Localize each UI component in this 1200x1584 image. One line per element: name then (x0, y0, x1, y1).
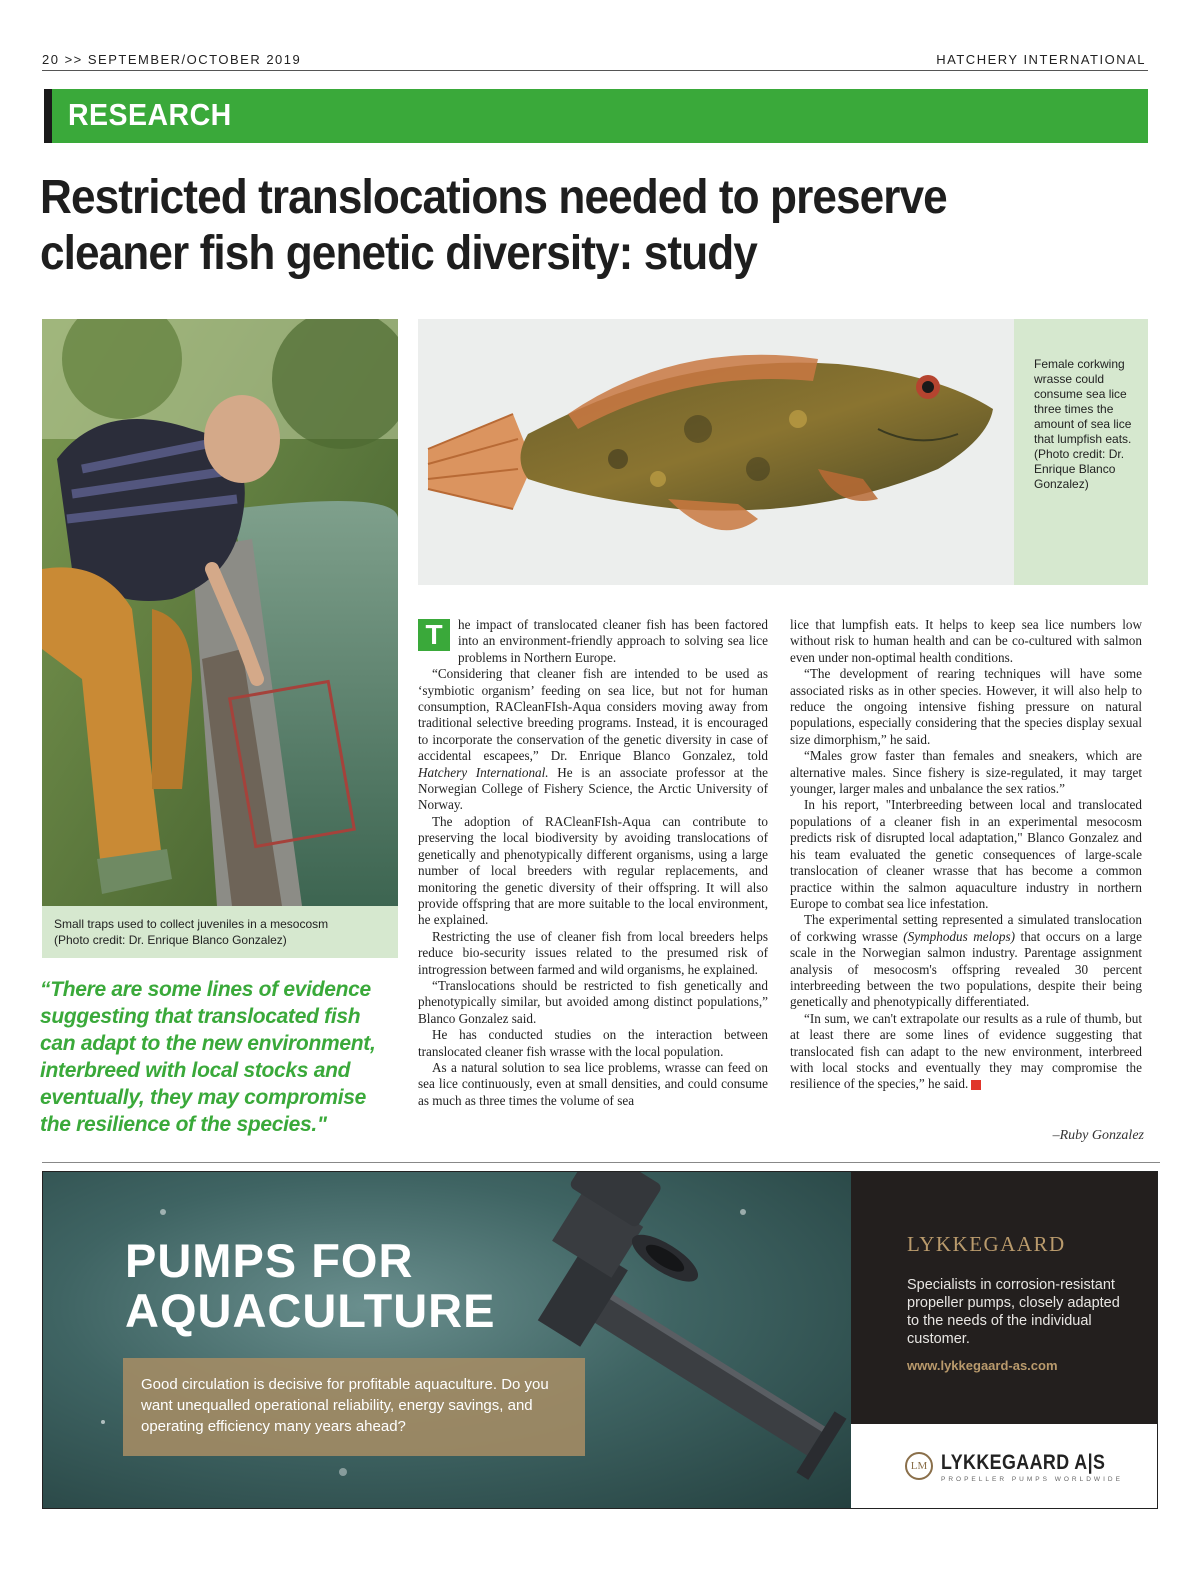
paragraph-text: he impact of translocated cleaner fish has been factored into an environment-friendly approach to solving sea lice problems in Northern Europe. (458, 617, 768, 665)
paragraph: As a natural solution to sea lice problems, wrasse can feed on sea lice continuously, even at small densities, and could consume as much as three times the volume of sea (418, 1059, 768, 1108)
pump-illustration (43, 1172, 851, 1508)
headline-line-2: cleaner fish genetic diversity: study (40, 227, 757, 280)
caption-line-2: (Photo credit: Dr. Enrique Blanco Gonzalez) (54, 933, 287, 947)
ad-url-link[interactable]: www.lykkegaard-as.com (907, 1358, 1058, 1373)
headline-line-1: Restricted translocations needed to preserve (40, 171, 947, 224)
article-column-1 (418, 617, 768, 1109)
paragraph-text: The experimental setting represented a simulated translocation of corkwing wrasse (790, 912, 1142, 944)
paragraph: “Males grow faster than females and sneakers, which are alternative males. Since fishery is size-regulated, it may target younger, larger males and unbalance the sex ratios.” (790, 748, 1142, 797)
advertisement[interactable] (42, 1171, 1158, 1509)
headline (40, 170, 960, 282)
caption-line-1: Small traps used to collect juveniles in a mesocosm (54, 917, 329, 931)
byline: –Ruby Gonzalez (1052, 1128, 1144, 1143)
paragraph-text: He is an associate professor at the Norwegian College of Fishery Science, the Arctic University of Norway. (418, 764, 769, 813)
fish-caption: Female corkwing wrasse could consume sea lice three times the amount of sea lice that lumpfish eats. (Photo credit: Dr. Enrique Blanco Gonzalez) (1014, 319, 1148, 585)
species-name: (Symphodus melops) (903, 928, 1016, 944)
paragraph: lice that lumpfish eats. It helps to keep sea lice numbers low without risk to human health and can be co-cultured with salmon even under non-optimal health conditions. (790, 617, 1142, 665)
publication-name: HATCHERY INTERNATIONAL (936, 52, 1146, 67)
ad-brand-name: LYKKEGAARD (907, 1232, 1066, 1256)
photo-traps-caption (42, 906, 398, 958)
ad-photo-background (43, 1172, 851, 1508)
paragraph: Restricting the use of cleaner fish from local breeders helps reduce bio-security issues related to the presumed risk of introgression between farmed and wild organisms, he explained. (418, 928, 768, 977)
paragraph: “The development of rearing techniques will have some associated risks as in other species. However, it will also help to reduce the ongoing intensive fishing pressure on natural populations, especially considering that the species display sexual size dimorphism,” he said. (790, 666, 1142, 747)
paragraph: He has conducted studies on the interaction between translocated cleaner fish wrasse with the local population. (418, 1027, 768, 1059)
paragraph (790, 912, 1142, 1010)
ad-logo-tagline: PROPELLER PUMPS WORLDWIDE (941, 1476, 1123, 1483)
paragraph: In his report, "Interbreeding between local and translocated populations of a cleaner fish in an experimental mesocosm predicts risk of disrupted local adaptation," Blanco Gonzalez and his team evaluated the genetic consequences of large-scale translocation of cleaner wrasse that has become a common practice within the salmon aquaculture industry in northern Europe to combat sea lice infestation. (790, 797, 1142, 911)
photo-corkwing-wrasse (418, 319, 1014, 585)
publication-reference: Hatchery International. (418, 764, 549, 780)
paragraph-text: “In sum, we can't extrapolate our results as a rule of thumb, but at least there are some lines of evidence suggesting that translocated fish can adapt to the new environment, interbreed with local stocks and eventually they may compromise the resilience of the species,” he said. (790, 1010, 1142, 1092)
pull-quote: “There are some lines of evidence suggesting that translocated fish can adapt to the new environment, interbreed with local stocks and eventually, they may compromise the resilience of the species." (40, 978, 376, 1136)
section-label: RESEARCH (68, 97, 232, 132)
photo-traps (42, 319, 398, 906)
photo-traps-illustration (42, 319, 398, 906)
ad-title (125, 1236, 495, 1336)
wrasse-illustration (418, 319, 1014, 585)
paragraph: “Translocations should be restricted to fish genetically and phenotypically similar, but avoided among distinct populations,” Blanco Gonzalez said. (418, 977, 768, 1026)
ad-title-line-2: AQUACULTURE (125, 1284, 496, 1337)
paragraph (418, 666, 768, 814)
ad-pitch-box: Good circulation is decisive for profitable aquaculture. Do you want unequalled operational reliability, energy savings, and operating efficiency many years ahead? (123, 1358, 585, 1456)
paragraph: The adoption of RACleanFIsh-Aqua can contribute to preserving the local biodiversity by avoiding translocations of genetically and phenotypically different organisms, using a large number of local breeders with regular replacements, and monitoring the genetic diversity of their offspring. It will also provide offspring that are more suitable to the local environment, he explained. (418, 813, 768, 928)
ad-description: Specialists in corrosion-resistant propeller pumps, closely adapted to the needs of the individual customer. (907, 1277, 1120, 1347)
paragraph-text: “Considering that cleaner fish are intended to be used as ‘symbiotic organism’ feeding on sea lice, but not for human consumption, RACleanFIsh-Aqua considers moving away from traditional selective breeding programs. Instead, it is encouraged to incorporate the conservation of the genetic diversity in case of accidental escapees,” Dr. Enrique Blanco Gonzalez, told (418, 666, 768, 764)
paragraph (418, 617, 768, 666)
paragraph (790, 1011, 1142, 1093)
ad-divider (42, 1162, 1160, 1163)
ad-logo-name: LYKKEGAARD A|S (941, 1451, 1106, 1474)
ad-title-line-1: PUMPS FOR (125, 1234, 414, 1287)
paragraph-text: that occurs on a large scale in the Norwegian salmon industry. Parentage assignment analysis of mesocosm's offspring revealed 30 percent interbreeding between the two populations, despite their being genetically and phenotypically differentiated. (790, 928, 1143, 1010)
article-column-2 (790, 617, 1142, 1093)
header-rule (42, 70, 1148, 71)
end-mark-icon (971, 1080, 981, 1090)
logo-emblem-icon: LM (905, 1452, 933, 1480)
page-issue: 20 >> SEPTEMBER/OCTOBER 2019 (42, 52, 302, 67)
drop-cap: T (418, 619, 450, 651)
